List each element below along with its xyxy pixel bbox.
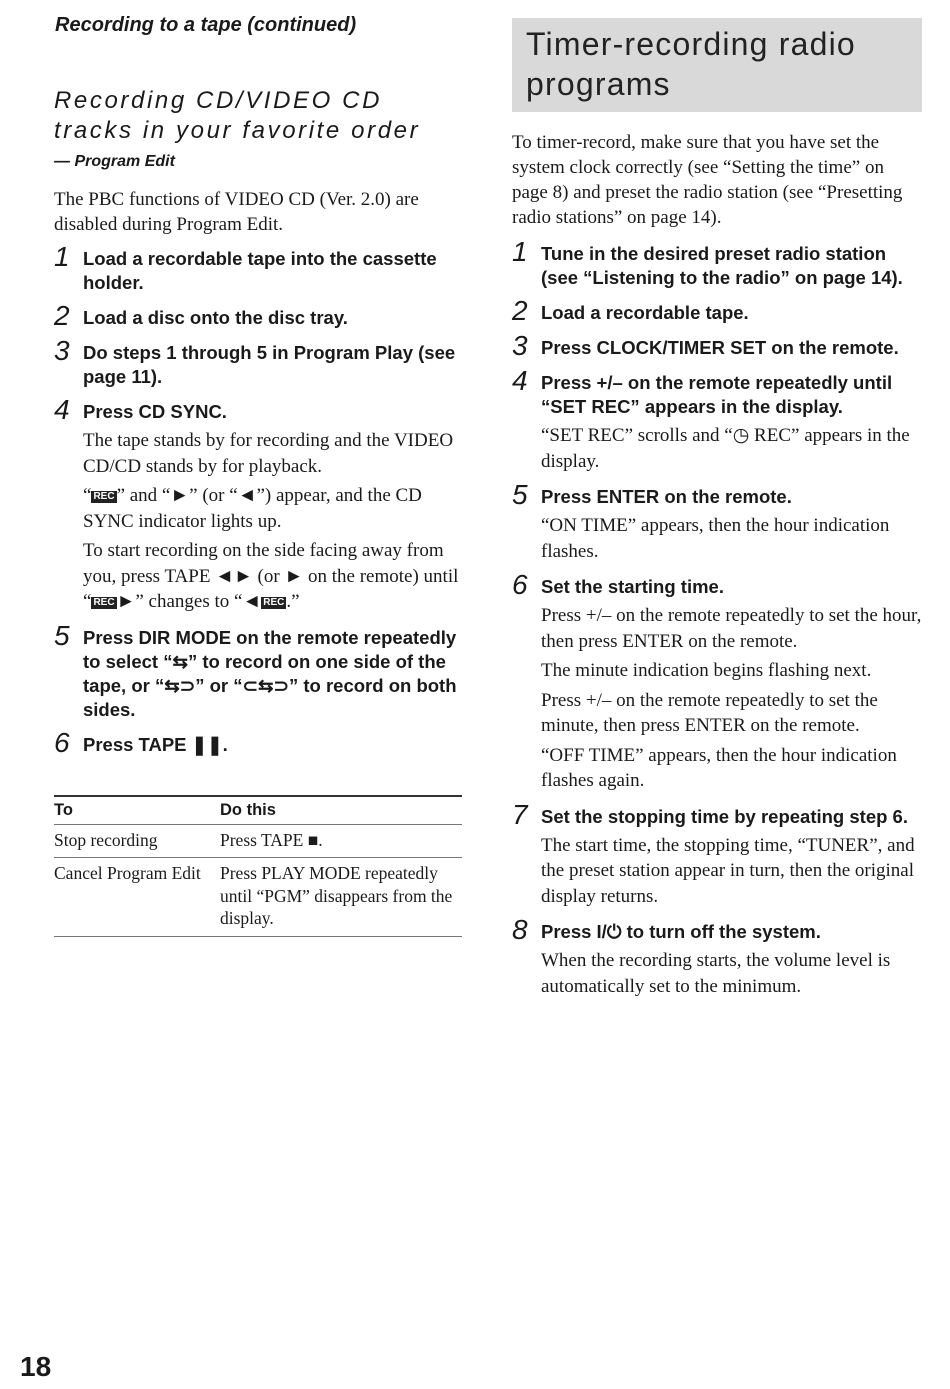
note-text: ” and “►” (or “◄”) appear, and the CD SYNC indicator lights up. <box>83 485 422 532</box>
step-number: 5 <box>54 619 70 651</box>
step-note: The minute indication begins flashing next. <box>541 660 872 681</box>
step-instruction: Press I/⏻ to turn off the system. <box>541 921 821 942</box>
step-instruction: Press CLOCK/TIMER SET on the remote. <box>541 337 899 358</box>
step-number: 4 <box>512 365 528 396</box>
page-title: Timer-recording radio programs <box>526 26 856 102</box>
table-row <box>54 858 462 937</box>
table-cell: Cancel Program Edit <box>54 858 220 937</box>
step-instruction: Load a recordable tape into the cassette holder. <box>83 248 437 293</box>
table-cell: Press PLAY MODE repeatedly until “PGM” disappears from the display. <box>220 858 462 937</box>
step-instruction: Set the stopping time by repeating step 6. <box>541 805 908 827</box>
step-4 <box>54 394 464 615</box>
step-note: Press +/– on the remote repeatedly to set the hour, then press ENTER on the remote. <box>541 605 922 652</box>
section-title-box <box>512 18 922 112</box>
step-instruction: Press DIR MODE on the remote repeatedly to select “⇆” to record on one side of the tape, or “⇆⊃” or “⊂⇆⊃” to record on both sides. <box>83 626 457 720</box>
step-note: The start time, the stopping time, “TUNER”, and the preset station appear in turn, then the original display returns. <box>541 834 915 907</box>
step-body <box>83 428 464 615</box>
section-intro: The PBC functions of VIDEO CD (Ver. 2.0) are disabled during Program Edit. <box>54 189 419 235</box>
running-head: Recording to a tape (continued) <box>55 14 357 36</box>
step-instruction: Press CD SYNC. <box>83 401 227 422</box>
step-number: 4 <box>54 394 70 425</box>
step-2 <box>512 295 922 326</box>
table-row <box>54 824 462 858</box>
rec-indicator-icon: REC <box>263 597 285 608</box>
step-6 <box>512 569 922 794</box>
step-1 <box>54 241 464 295</box>
step-number: 8 <box>512 914 528 945</box>
step-body <box>541 423 922 474</box>
section-title-line1: Recording CD/VIDEO CD <box>54 87 383 114</box>
section-subtitle: — Program Edit <box>54 153 175 170</box>
rec-indicator-icon: REC <box>93 597 115 608</box>
step-note: “ON TIME” appears, then the hour indication flashes. <box>541 515 890 562</box>
step-body <box>541 513 922 564</box>
step-number: 2 <box>512 295 528 326</box>
step-instruction: Press +/– on the remote repeatedly until “SET REC” appears in the display. <box>541 372 893 417</box>
table-header-row <box>54 796 462 825</box>
step-note: “OFF TIME” appears, then the hour indication flashes again. <box>541 744 897 791</box>
note-text: To start recording on the side facing away from you, press TAPE ◄► (or ► on the remote) until “ <box>83 540 459 612</box>
table-cell: Stop recording <box>54 824 220 858</box>
step-3 <box>512 330 922 361</box>
step-list <box>54 241 464 758</box>
note-text: “ <box>83 485 92 506</box>
step-3 <box>54 335 464 389</box>
step-number: 3 <box>512 330 528 361</box>
step-number: 5 <box>512 479 528 510</box>
step-note: When the recording starts, the volume level is automatically set to the minimum. <box>541 950 891 997</box>
step-5 <box>512 479 922 564</box>
left-column <box>54 86 464 937</box>
right-column <box>512 18 922 1010</box>
step-instruction: Press ENTER on the remote. <box>541 486 792 507</box>
step-list <box>512 236 922 999</box>
step-number: 2 <box>54 300 70 331</box>
step-instruction: Load a recordable tape. <box>541 302 749 323</box>
step-note: “SET REC” scrolls and “◷ REC” appears in the display. <box>541 425 910 472</box>
step-number: 6 <box>54 726 70 758</box>
step-5 <box>54 619 464 722</box>
step-instruction: Load a disc onto the disc tray. <box>83 307 348 328</box>
step-number: 1 <box>512 236 528 267</box>
step-number: 7 <box>512 798 528 830</box>
step-7 <box>512 798 922 910</box>
section-intro: To timer-record, make sure that you have set the system clock correctly (see “Setting the time” on page 8) and preset the radio station (see “Presetting radio stations” on page 14). <box>512 132 903 228</box>
step-8 <box>512 914 922 999</box>
step-instruction: Press TAPE ❚❚. <box>83 733 228 755</box>
step-instruction: Do steps 1 through 5 in Program Play (see page 11). <box>83 342 456 387</box>
step-body <box>541 948 922 999</box>
step-number: 6 <box>512 569 528 600</box>
step-6 <box>54 726 464 758</box>
note-text: ►” changes to “◄ <box>116 591 262 612</box>
page-number: 18 <box>20 1351 52 1382</box>
note-text: .” <box>286 591 300 612</box>
step-number: 1 <box>54 241 70 272</box>
table-cell: Press TAPE ■. <box>220 824 462 858</box>
step-2 <box>54 300 464 331</box>
step-note: The tape stands by for recording and the VIDEO CD/CD stands by for playback. <box>83 430 454 477</box>
step-number: 3 <box>54 335 70 366</box>
step-body <box>541 603 922 794</box>
step-note <box>83 483 464 534</box>
table-header: To <box>54 796 220 825</box>
step-body <box>541 833 922 910</box>
step-instruction: Set the starting time. <box>541 576 724 597</box>
table-header: Do this <box>220 796 462 825</box>
step-1 <box>512 236 922 290</box>
step-note <box>83 538 464 615</box>
section-title-line2: tracks in your favorite order <box>54 117 421 144</box>
action-table <box>54 795 462 937</box>
step-4 <box>512 365 922 474</box>
rec-indicator-icon: REC <box>93 491 115 502</box>
step-note: Press +/– on the remote repeatedly to set the minute, then press ENTER on the remote. <box>541 689 878 736</box>
step-instruction: Tune in the desired preset radio station (see “Listening to the radio” on page 14). <box>541 243 903 288</box>
section-title <box>54 86 464 146</box>
